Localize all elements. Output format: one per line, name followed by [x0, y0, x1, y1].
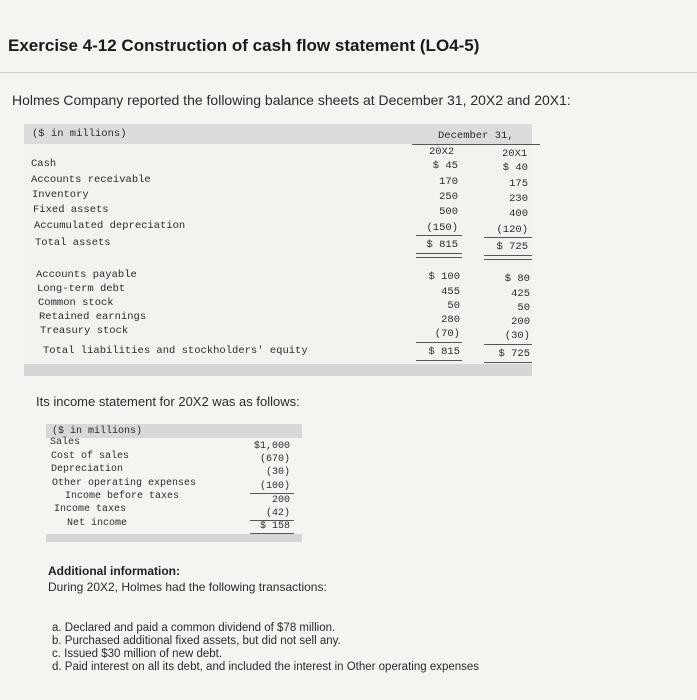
bs-liability-y2: 280 [441, 314, 460, 326]
balance-sheet-footer-bar [24, 364, 532, 376]
transaction-item: a. Declared and paid a common dividend of $78 million. [52, 622, 336, 634]
is-row-label: Sales [50, 437, 81, 448]
bs-asset-y1: 230 [509, 193, 528, 205]
bs-asset-y2: 170 [439, 176, 458, 188]
income-statement-footer-bar [46, 534, 302, 542]
bs-liability-y1: 425 [511, 288, 530, 300]
bs-liability-y2: 50 [447, 300, 460, 312]
exercise-title: Exercise 4-12 Construction of cash flow statement (LO4-5) [8, 36, 480, 55]
is-row-label: Depreciation [51, 464, 124, 475]
bs-asset-y1: 175 [509, 178, 528, 190]
bs-asset-label: Accounts receivable [31, 174, 151, 186]
bs-asset-y2: $ 45 [432, 160, 458, 172]
is-row-value: 200 [271, 495, 290, 506]
bs-liability-label: Long-term debt [37, 283, 126, 295]
is-row-value: $1,000 [253, 441, 290, 452]
subtotal-underline [484, 237, 532, 238]
bs-liability-y2: 455 [441, 286, 460, 298]
income-statement-table [46, 424, 302, 542]
is-row-value: (670) [259, 454, 290, 465]
is-row-value: (42) [265, 508, 290, 519]
bs-total-liabilities-label: Total liabilities and stockholders' equity [43, 345, 308, 357]
bs-liability-label: Common stock [38, 297, 114, 309]
bs-unit-label: ($ in millions) [32, 128, 127, 140]
transaction-item: d. Paid interest on all its debt, and included the interest in Other operating expenses [52, 661, 480, 673]
is-net-income-value: $ 158 [259, 521, 290, 532]
bs-total-assets-y2: $ 815 [426, 239, 458, 251]
is-unit-label: ($ in millions) [52, 426, 143, 437]
bs-liability-y1: $ 80 [504, 273, 530, 285]
bs-liability-label: Treasury stock [40, 325, 129, 337]
transaction-item: c. Issued $30 million of new debt. [52, 648, 223, 660]
subtotal-underline [416, 235, 462, 236]
is-row-value: (30) [265, 467, 290, 478]
bs-liability-label: Accounts payable [36, 269, 137, 281]
bs-liability-y2: $ 100 [428, 271, 460, 283]
bs-total-liabilities-y2: $ 815 [428, 346, 460, 358]
total-double-underline [416, 253, 462, 258]
bs-asset-y1: $ 40 [502, 162, 528, 174]
bs-liability-y1: (30) [504, 330, 530, 342]
bs-liability-label: Retained earnings [39, 311, 147, 323]
balance-sheet-intro: Holmes Company reported the following balance sheets at December 31, 20X2 and 20X1: [12, 92, 571, 108]
bs-col-20x1: 20X1 [502, 148, 528, 160]
bs-liability-y2: (70) [434, 328, 460, 340]
subtotal-underline [416, 342, 462, 343]
additional-info-line: During 20X2, Holmes had the following transactions: [48, 580, 327, 594]
bs-liability-y1: 200 [511, 316, 530, 328]
bs-date-header: December 31, [438, 130, 514, 142]
header-underline [412, 144, 540, 145]
bs-asset-label: Accumulated depreciation [34, 220, 186, 232]
is-row-label: Other operating expenses [52, 478, 197, 489]
bs-col-20x2: 20X2 [429, 146, 455, 158]
bs-asset-label: Inventory [32, 189, 89, 201]
is-row-value: (100) [259, 481, 290, 492]
bs-asset-y1: (120) [496, 224, 528, 236]
bs-asset-y2: 250 [439, 191, 458, 203]
bs-total-assets-y1: $ 725 [496, 241, 528, 253]
bs-asset-y2: (150) [426, 222, 458, 234]
is-row-label: Income before taxes [65, 491, 180, 502]
title-divider [0, 72, 697, 73]
total-double-underline [484, 255, 532, 260]
bs-asset-label: Fixed assets [33, 204, 109, 216]
bs-asset-label: Cash [31, 158, 57, 170]
is-row-label: Cost of sales [51, 451, 130, 462]
is-net-income-label: Net income [67, 518, 128, 529]
income-statement-intro: Its income statement for 20X2 was as follows: [36, 394, 300, 409]
bs-total-assets-label: Total assets [35, 237, 111, 249]
bs-liability-y1: 50 [517, 302, 530, 314]
transaction-item: b. Purchased additional fixed assets, but did not sell any. [52, 635, 341, 647]
subtotal-underline [484, 344, 532, 345]
additional-info-title: Additional information: [48, 564, 180, 578]
bs-asset-y1: 400 [509, 208, 528, 220]
subtotal-underline [250, 493, 294, 494]
is-row-label: Income taxes [54, 504, 127, 515]
balance-sheet-table [24, 124, 532, 376]
bs-asset-y2: 500 [439, 206, 458, 218]
bs-total-liabilities-y1: $ 725 [498, 348, 530, 360]
